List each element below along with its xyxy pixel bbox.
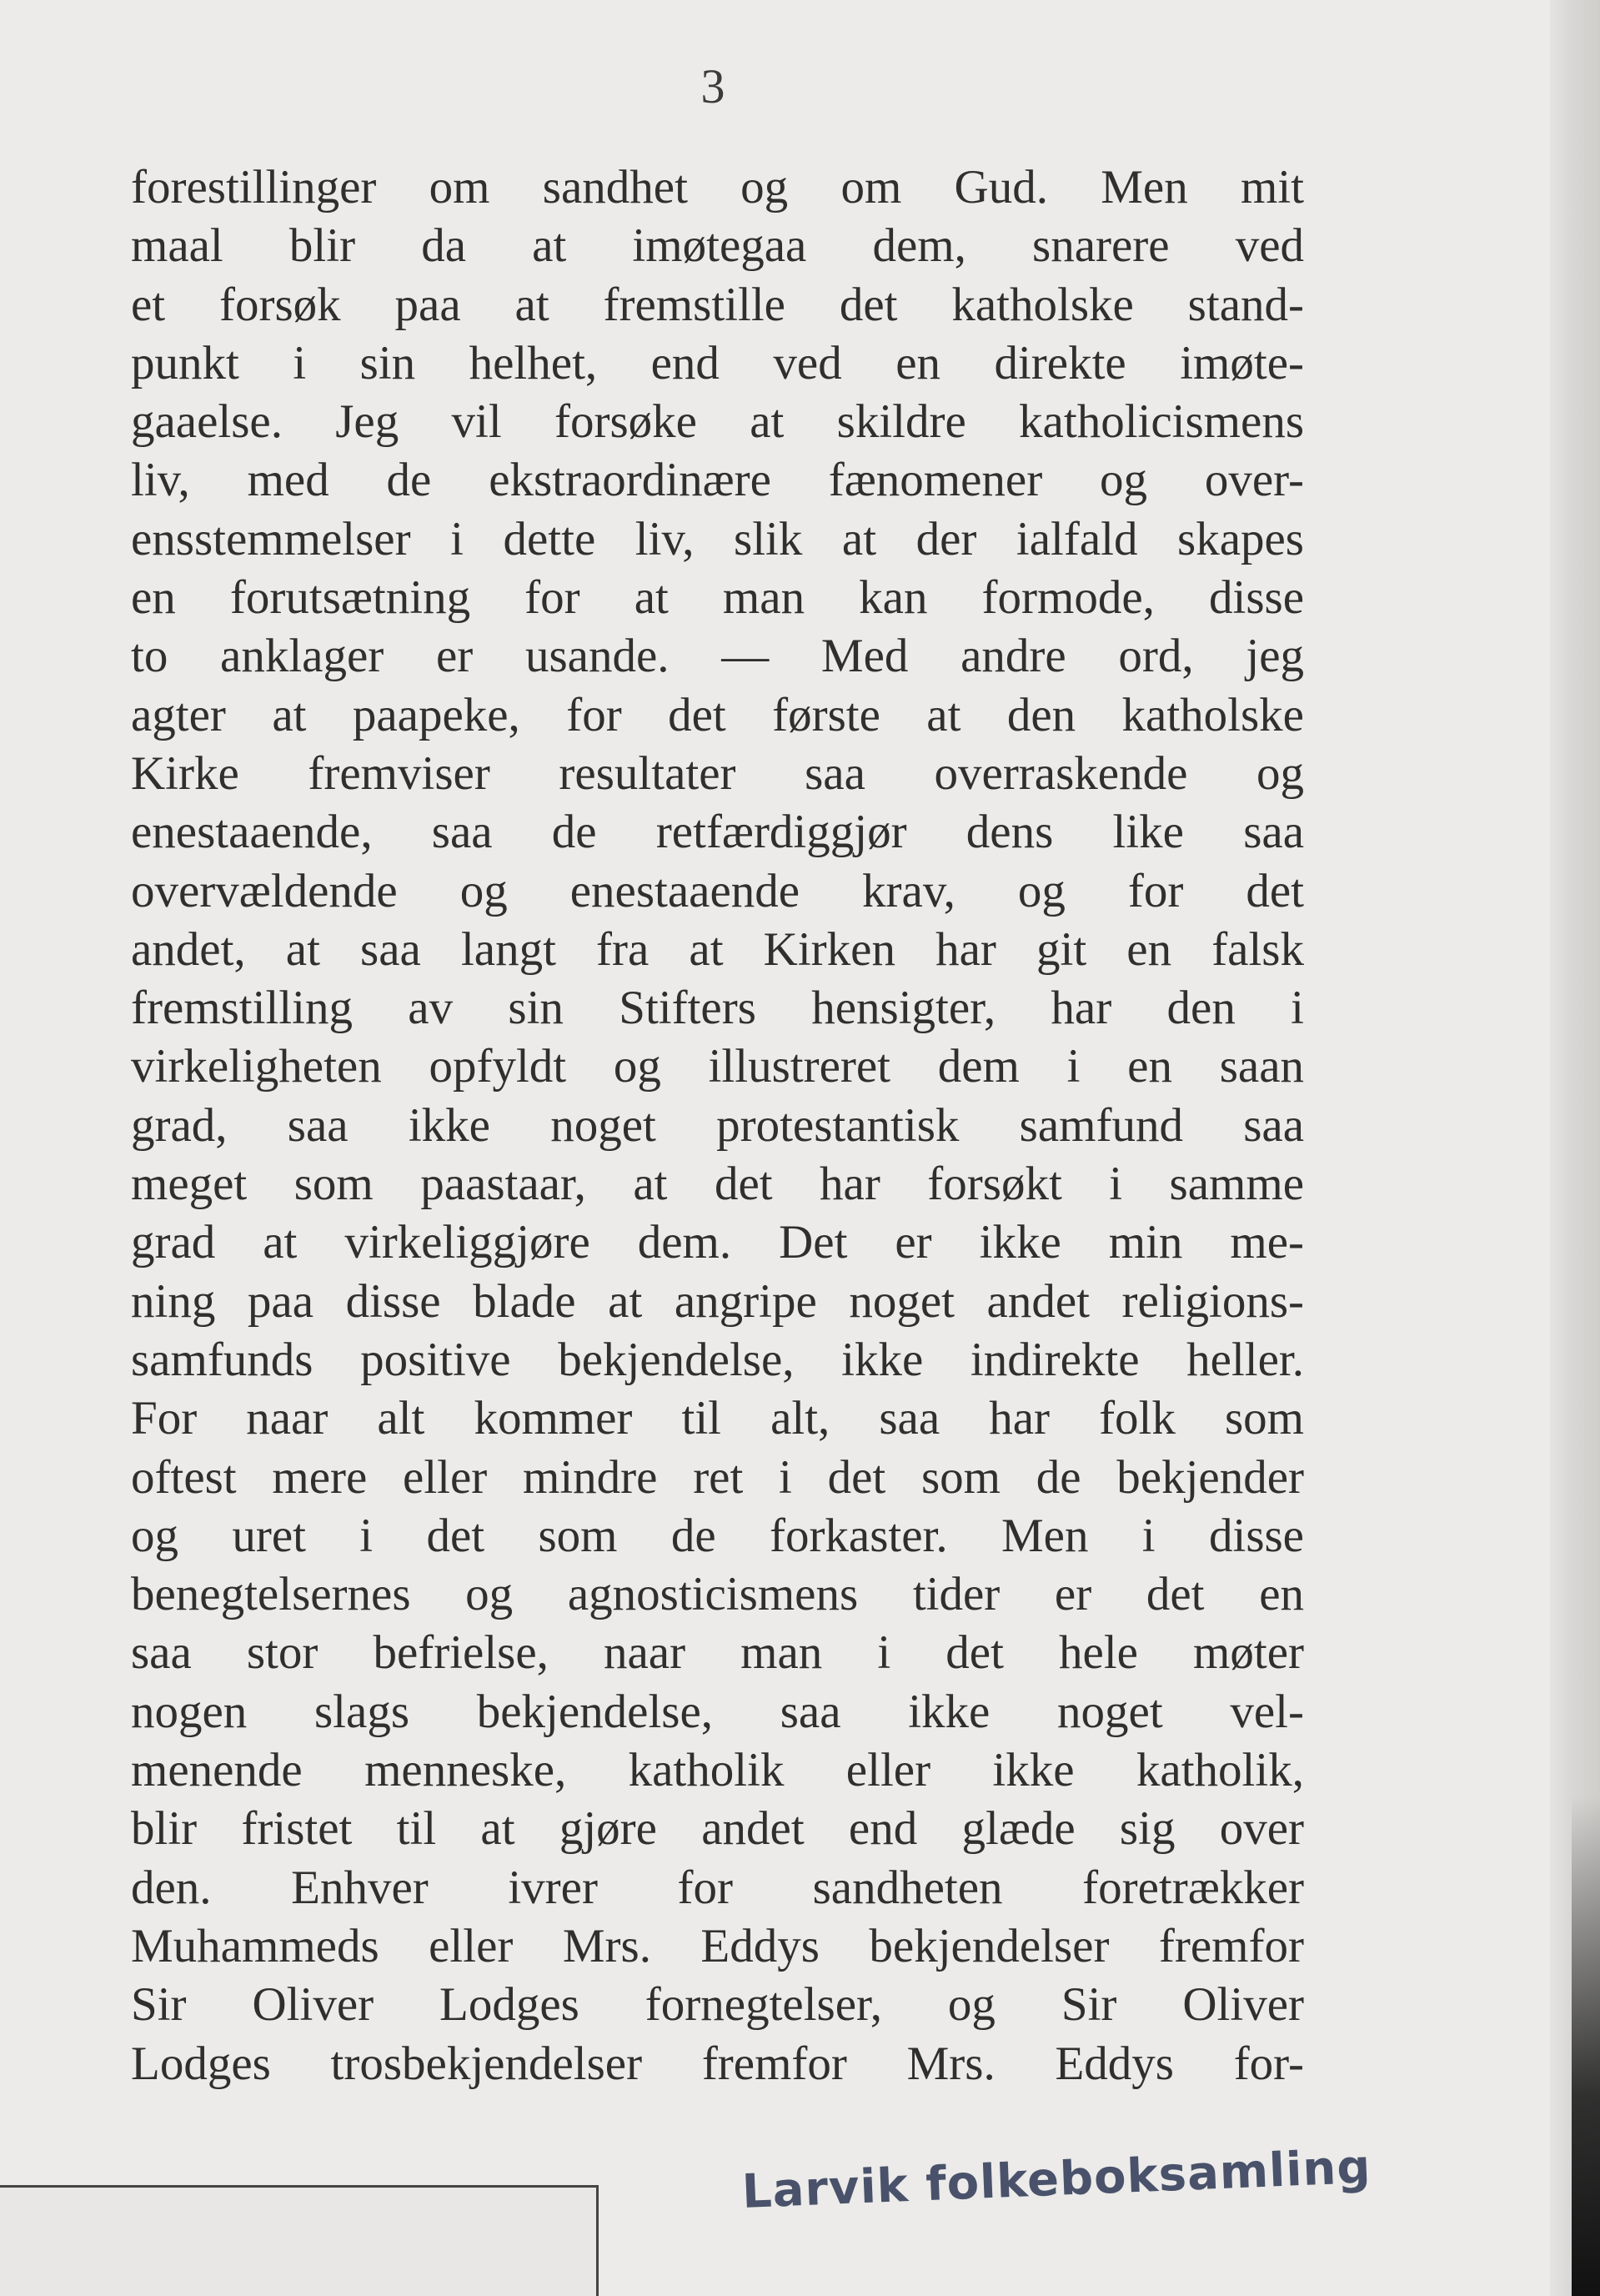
text-line: grad at virkeliggjøre dem. Det er ikke min me- bbox=[131, 1216, 1304, 1269]
text-line: samfunds positive bekjendelse, ikke indirekte heller. bbox=[131, 1333, 1304, 1386]
text-line: grad, saa ikke noget protestantisk samfund saa bbox=[131, 1098, 1304, 1152]
text-line: ning paa disse blade at angripe noget andet religions- bbox=[131, 1274, 1304, 1328]
text-line: fremstilling av sin Stifters hensigter, har den i bbox=[131, 982, 1304, 1035]
text-line: en forutsætning for at man kan formode, disse bbox=[131, 571, 1304, 625]
text-line: den. Enhver ivrer for sandheten foretrækker bbox=[131, 1861, 1304, 1914]
text-line: andet, at saa langt fra at Kirken har git en falsk bbox=[131, 922, 1304, 976]
text-line: og uret i det som de forkaster. Men i disse bbox=[131, 1509, 1304, 1562]
text-line: Sir Oliver Lodges fornegtelser, og Sir Oliver bbox=[131, 1978, 1304, 2032]
text-line: agter at paapeke, for det første at den katholske bbox=[131, 688, 1304, 741]
text-line: forestillinger om sandhet og om Gud. Men mit bbox=[131, 161, 1304, 214]
text-line: saa stor befrielse, naar man i det hele møter bbox=[131, 1626, 1304, 1680]
text-line: nogen slags bekjendelse, saa ikke noget vel- bbox=[131, 1685, 1304, 1738]
pasted-label-box bbox=[0, 2185, 599, 2296]
text-line: Kirke fremviser resultater saa overraskende og bbox=[131, 746, 1304, 800]
text-line: Lodges trosbekjendelser fremfor Mrs. Eddys for- bbox=[131, 2037, 1304, 2090]
text-line: Muhammeds eller Mrs. Eddys bekjendelser fremfor bbox=[131, 1919, 1304, 1972]
page-number: 3 bbox=[700, 59, 725, 113]
text-line: virkeligheten opfyldt og illustreret dem i en saan bbox=[131, 1040, 1304, 1093]
text-line: maal blir da at imøtegaa dem, snarere ved bbox=[131, 219, 1304, 273]
body-text bbox=[131, 158, 1304, 2093]
text-line: punkt i sin helhet, end ved en direkte imøte- bbox=[131, 336, 1304, 389]
text-line: to anklager er usande. — Med andre ord, jeg bbox=[131, 630, 1304, 683]
corner-shadow bbox=[1572, 1796, 1600, 2296]
text-line: benegtelsernes og agnosticismens tider er det en bbox=[131, 1568, 1304, 1621]
text-line: et forsøk paa at fremstille det katholske stand- bbox=[131, 278, 1304, 331]
text-line: liv, med de ekstraordinære fænomener og over- bbox=[131, 454, 1304, 507]
text-line: ensstemmelser i dette liv, slik at der ialfald skapes bbox=[131, 512, 1304, 565]
text-line: oftest mere eller mindre ret i det som de bekjender bbox=[131, 1450, 1304, 1504]
text-line: gaaelse. Jeg vil forsøke at skildre katholicismens bbox=[131, 395, 1304, 449]
library-stamp: Larvik folkeboksamling bbox=[740, 2139, 1372, 2219]
text-line: enestaaende, saa de retfærdiggjør dens like saa bbox=[131, 806, 1304, 859]
text-line: blir fristet til at gjøre andet end glæde sig over bbox=[131, 1802, 1304, 1856]
text-line: For naar alt kommer til alt, saa har folk som bbox=[131, 1392, 1304, 1445]
text-line: meget som paastaar, at det har forsøkt i samme bbox=[131, 1158, 1304, 1211]
text-line: overvældende og enestaaende krav, og for det bbox=[131, 864, 1304, 917]
text-line: menende menneske, katholik eller ikke katholik, bbox=[131, 1744, 1304, 1797]
